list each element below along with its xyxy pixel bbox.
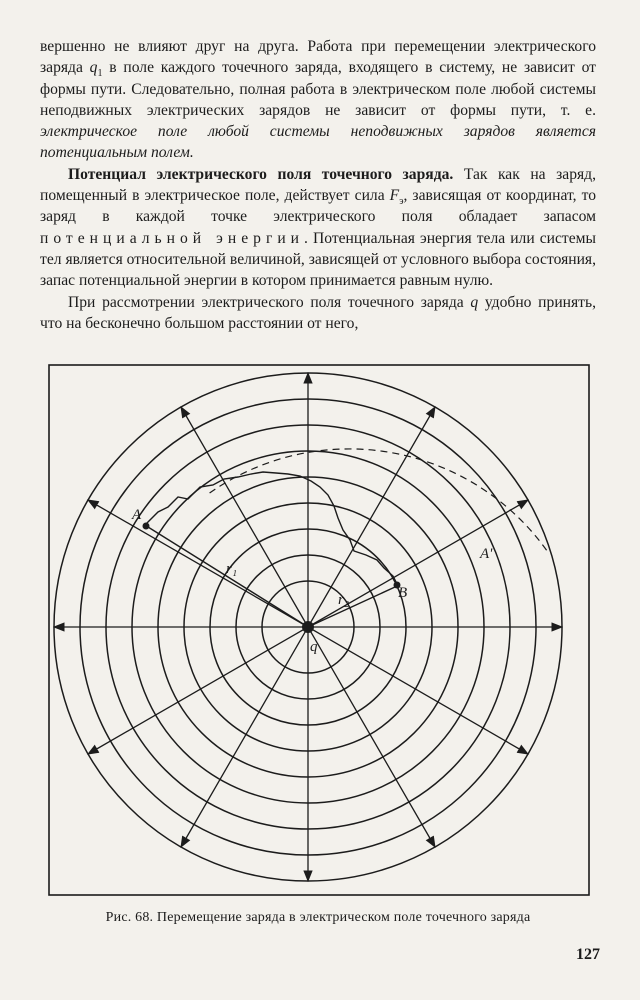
body-text [40, 36, 596, 334]
paragraph-1-middle: в поле каждого точечного заряда, входящего в систему, не зависит от формы пути. Следовательно, полная работа в электрическом поле любой системы неподвижных электрических зарядов не зависит от формы пути, т. е. [40, 59, 596, 119]
paragraph-1 [40, 36, 596, 164]
paragraph-2-text-b: , зависящая от координат, то заряд в каждой точке электрического поля обладает запасом [40, 187, 596, 226]
paragraph-1-lead: вершенно не влияют друг на друга. Работа при перемещении электрического заряда [40, 38, 596, 77]
label-q: q [310, 639, 318, 655]
section-heading: Потенциал электрического поля точечного заряда. [68, 165, 454, 183]
force-subscript: э [399, 196, 404, 208]
point-a-dot [143, 523, 150, 530]
paragraph-2 [40, 164, 596, 292]
q1-symbol: q [89, 59, 98, 77]
paragraph-3-text-b: удобно принять, что на бесконечно большом расстоянии от него, [40, 293, 597, 332]
label-b: B [398, 585, 408, 601]
paragraph-2-text-c: . Потенциальная энергия тела или системы тел является относительной величиной, зависящей от условного выбора состояния, запас потенциальной энергии в котором принимается равным нулю. [40, 229, 596, 290]
paragraph-3-text-a: При рассмотрении электрического поля точечного заряда [68, 293, 471, 311]
force-symbol: F [389, 187, 400, 205]
q-symbol: q [470, 293, 479, 311]
arbitrary-path-a-to-b [144, 472, 397, 584]
figure-frame [49, 365, 589, 895]
paragraph-1-italic-conclusion: электрическое поле любой системы неподвижных зарядов является потенциальным полем. [40, 123, 596, 162]
field-diagram [48, 364, 590, 896]
page-number: 127 [576, 946, 600, 963]
q1-subscript: 1 [97, 68, 103, 80]
paragraph-3 [40, 292, 596, 335]
label-a: A [132, 507, 142, 523]
label-a-prime: A' [480, 546, 493, 562]
radius-r2 [308, 587, 395, 627]
radius-r1 [148, 527, 308, 627]
figure-68 [48, 364, 590, 896]
figure-caption: Рис. 68. Перемещение заряда в электрическом поле точечного заряда [105, 910, 531, 925]
charge-q-dot [302, 621, 314, 633]
label-r2: r₂ [338, 592, 350, 608]
paragraph-2-text-a: Так как на заряд, помещенный в электрическое поле, действует сила [40, 165, 596, 205]
spaced-term: потенциальной энергии [40, 229, 305, 247]
label-r1: r₁ [226, 561, 238, 577]
